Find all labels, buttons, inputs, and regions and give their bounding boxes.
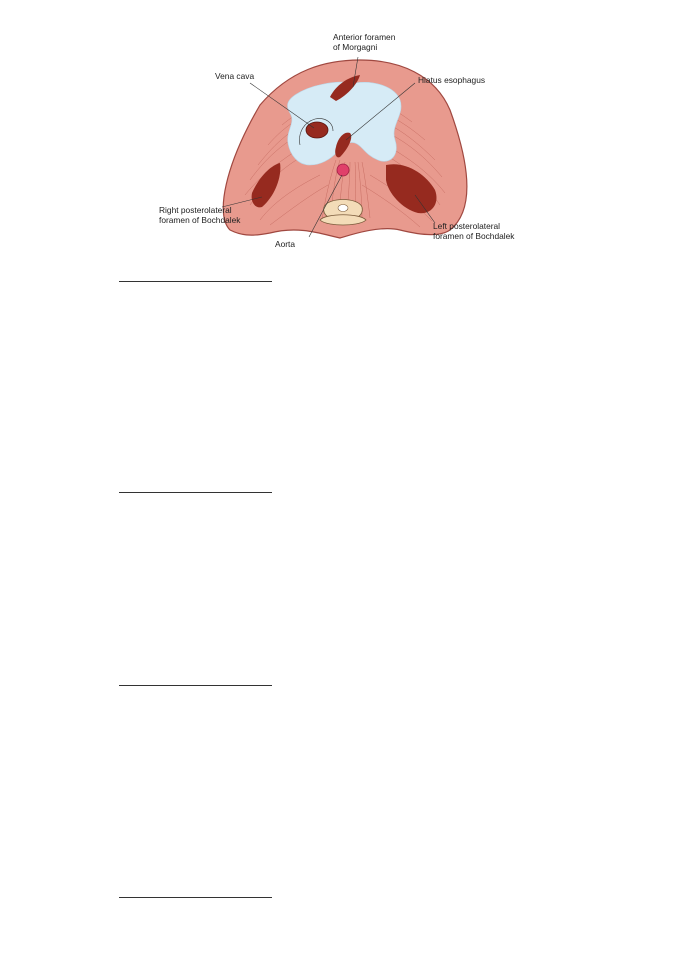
vena-cava-label: Vena cava: [215, 71, 255, 81]
left-foramen-label-line2: foramen of Bochdalek: [433, 231, 515, 241]
right-foramen-label-line1: Right posterolateral: [159, 205, 232, 215]
left-foramen-label-line1: Left posterolateral: [433, 221, 501, 231]
separator-line-3: [119, 685, 272, 686]
anterior-foramen-label-line1: Anterior foramen: [333, 32, 396, 42]
aorta-label: Aorta: [275, 239, 296, 249]
anterior-foramen-label-line2: of Morgagni: [333, 42, 378, 52]
right-foramen-label-line2: foramen of Bochdalek: [159, 215, 241, 225]
aorta: [337, 164, 349, 176]
diaphragm-diagram: [150, 25, 530, 265]
hiatus-esophagus-label: Hiatus esophagus: [418, 75, 486, 85]
separator-line-4: [119, 897, 272, 898]
separator-line-1: [119, 281, 272, 282]
separator-line-2: [119, 492, 272, 493]
